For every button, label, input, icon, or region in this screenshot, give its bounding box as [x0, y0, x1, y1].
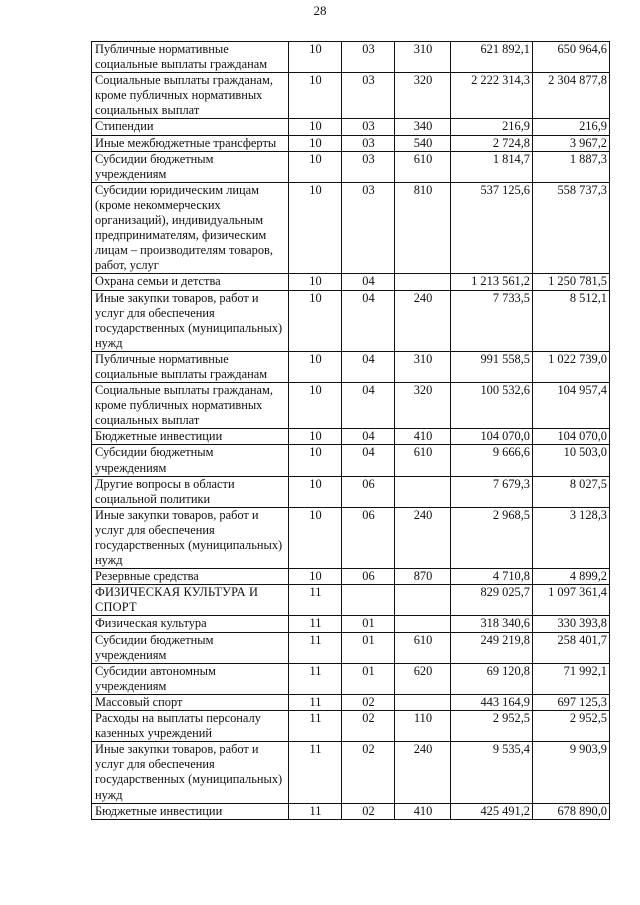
subsection-code-cell: 01	[342, 632, 395, 663]
expense-type-code-cell	[395, 616, 451, 632]
item-name-cell: Социальные выплаты гражданам, кроме публичных нормативных социальных выплат	[92, 383, 289, 429]
expense-type-code-cell: 240	[395, 507, 451, 568]
amount-year-2-cell: 3 967,2	[533, 135, 610, 151]
amount-year-2-cell: 3 128,3	[533, 507, 610, 568]
amount-year-2-cell: 8 027,5	[533, 476, 610, 507]
amount-year-2-cell: 1 887,3	[533, 151, 610, 182]
table-row	[92, 711, 610, 742]
table-row	[92, 429, 610, 445]
amount-year-1-cell: 991 558,5	[451, 351, 533, 382]
amount-year-1-cell: 104 070,0	[451, 429, 533, 445]
amount-year-1-cell: 4 710,8	[451, 569, 533, 585]
subsection-code-cell: 02	[342, 711, 395, 742]
section-code-cell: 11	[289, 632, 342, 663]
amount-year-1-cell: 9 535,4	[451, 742, 533, 803]
amount-year-2-cell: 104 957,4	[533, 383, 610, 429]
amount-year-1-cell: 7 679,3	[451, 476, 533, 507]
table-row	[92, 135, 610, 151]
amount-year-1-cell: 621 892,1	[451, 42, 533, 73]
expense-type-code-cell: 320	[395, 73, 451, 119]
expense-type-code-cell	[395, 694, 451, 710]
table-row	[92, 274, 610, 290]
section-code-cell: 10	[289, 445, 342, 476]
expense-type-code-cell: 610	[395, 445, 451, 476]
amount-year-1-cell: 443 164,9	[451, 694, 533, 710]
expense-type-code-cell: 340	[395, 119, 451, 135]
item-name-cell: Иные закупки товаров, работ и услуг для обеспечения государственных (муниципальных) нужд	[92, 507, 289, 568]
section-code-cell: 10	[289, 182, 342, 274]
subsection-code-cell: 03	[342, 73, 395, 119]
section-code-cell: 10	[289, 135, 342, 151]
section-code-cell: 11	[289, 803, 342, 819]
amount-year-2-cell: 678 890,0	[533, 803, 610, 819]
page-number: 28	[313, 3, 327, 18]
table-row	[92, 585, 610, 616]
expense-type-code-cell: 410	[395, 803, 451, 819]
item-name-cell: Резервные средства	[92, 569, 289, 585]
expense-type-code-cell: 410	[395, 429, 451, 445]
subsection-code-cell: 04	[342, 274, 395, 290]
amount-year-2-cell: 258 401,7	[533, 632, 610, 663]
section-code-cell: 11	[289, 742, 342, 803]
subsection-code-cell: 06	[342, 476, 395, 507]
amount-year-2-cell: 8 512,1	[533, 290, 610, 351]
section-code-cell: 10	[289, 383, 342, 429]
item-name-cell: Субсидии бюджетным учреждениям	[92, 632, 289, 663]
subsection-code-cell: 03	[342, 42, 395, 73]
table-row	[92, 182, 610, 274]
subsection-code-cell: 01	[342, 616, 395, 632]
amount-year-1-cell: 2 724,8	[451, 135, 533, 151]
expense-type-code-cell	[395, 476, 451, 507]
section-code-cell: 10	[289, 42, 342, 73]
table-row	[92, 616, 610, 632]
amount-year-1-cell: 829 025,7	[451, 585, 533, 616]
table-row	[92, 73, 610, 119]
item-name-cell: Охрана семьи и детства	[92, 274, 289, 290]
section-code-cell: 10	[289, 290, 342, 351]
expense-type-code-cell: 240	[395, 290, 451, 351]
section-code-cell: 11	[289, 663, 342, 694]
table-row	[92, 351, 610, 382]
table-row	[92, 151, 610, 182]
item-name-cell: Физическая культура	[92, 616, 289, 632]
section-code-cell: 10	[289, 274, 342, 290]
item-name-cell: ФИЗИЧЕСКАЯ КУЛЬТУРА И СПОРТ	[92, 585, 289, 616]
section-code-cell: 10	[289, 569, 342, 585]
item-name-cell: Бюджетные инвестиции	[92, 803, 289, 819]
amount-year-1-cell: 2 952,5	[451, 711, 533, 742]
subsection-code-cell: 03	[342, 151, 395, 182]
amount-year-2-cell: 2 304 877,8	[533, 73, 610, 119]
subsection-code-cell: 04	[342, 351, 395, 382]
amount-year-1-cell: 2 968,5	[451, 507, 533, 568]
amount-year-1-cell: 249 219,8	[451, 632, 533, 663]
item-name-cell: Бюджетные инвестиции	[92, 429, 289, 445]
amount-year-2-cell: 4 899,2	[533, 569, 610, 585]
amount-year-2-cell: 10 503,0	[533, 445, 610, 476]
subsection-code-cell: 03	[342, 135, 395, 151]
amount-year-2-cell: 558 737,3	[533, 182, 610, 274]
table-row	[92, 290, 610, 351]
amount-year-2-cell: 330 393,8	[533, 616, 610, 632]
table-row	[92, 663, 610, 694]
amount-year-2-cell: 1 022 739,0	[533, 351, 610, 382]
section-code-cell: 11	[289, 585, 342, 616]
expense-type-code-cell: 610	[395, 632, 451, 663]
amount-year-1-cell: 1 213 561,2	[451, 274, 533, 290]
section-code-cell: 11	[289, 711, 342, 742]
expense-type-code-cell	[395, 274, 451, 290]
table-row	[92, 42, 610, 73]
subsection-code-cell: 04	[342, 383, 395, 429]
amount-year-2-cell: 216,9	[533, 119, 610, 135]
amount-year-1-cell: 100 532,6	[451, 383, 533, 429]
subsection-code-cell: 06	[342, 569, 395, 585]
amount-year-1-cell: 537 125,6	[451, 182, 533, 274]
amount-year-2-cell: 1 097 361,4	[533, 585, 610, 616]
section-code-cell: 10	[289, 476, 342, 507]
subsection-code-cell	[342, 585, 395, 616]
item-name-cell: Другие вопросы в области социальной политики	[92, 476, 289, 507]
expense-type-code-cell: 240	[395, 742, 451, 803]
item-name-cell: Иные межбюджетные трансферты	[92, 135, 289, 151]
section-code-cell: 10	[289, 119, 342, 135]
item-name-cell: Субсидии автономным учреждениям	[92, 663, 289, 694]
subsection-code-cell: 04	[342, 445, 395, 476]
section-code-cell: 10	[289, 73, 342, 119]
amount-year-1-cell: 9 666,6	[451, 445, 533, 476]
expense-type-code-cell: 320	[395, 383, 451, 429]
expense-type-code-cell: 610	[395, 151, 451, 182]
subsection-code-cell: 06	[342, 507, 395, 568]
amount-year-1-cell: 1 814,7	[451, 151, 533, 182]
table-row	[92, 119, 610, 135]
table-row	[92, 569, 610, 585]
amount-year-1-cell: 69 120,8	[451, 663, 533, 694]
section-code-cell: 10	[289, 429, 342, 445]
item-name-cell: Публичные нормативные социальные выплаты гражданам	[92, 351, 289, 382]
item-name-cell: Иные закупки товаров, работ и услуг для обеспечения государственных (муниципальных) нужд	[92, 742, 289, 803]
section-code-cell: 11	[289, 616, 342, 632]
amount-year-2-cell: 650 964,6	[533, 42, 610, 73]
subsection-code-cell: 04	[342, 290, 395, 351]
amount-year-2-cell: 9 903,9	[533, 742, 610, 803]
section-code-cell: 11	[289, 694, 342, 710]
amount-year-1-cell: 318 340,6	[451, 616, 533, 632]
subsection-code-cell: 02	[342, 694, 395, 710]
item-name-cell: Стипендии	[92, 119, 289, 135]
expense-type-code-cell: 810	[395, 182, 451, 274]
item-name-cell: Публичные нормативные социальные выплаты гражданам	[92, 42, 289, 73]
amount-year-2-cell: 2 952,5	[533, 711, 610, 742]
expense-type-code-cell: 870	[395, 569, 451, 585]
table-row	[92, 476, 610, 507]
table-row	[92, 694, 610, 710]
table-row	[92, 803, 610, 819]
amount-year-1-cell: 7 733,5	[451, 290, 533, 351]
subsection-code-cell: 01	[342, 663, 395, 694]
table-row	[92, 632, 610, 663]
amount-year-2-cell: 104 070,0	[533, 429, 610, 445]
item-name-cell: Социальные выплаты гражданам, кроме публичных нормативных социальных выплат	[92, 73, 289, 119]
subsection-code-cell: 03	[342, 182, 395, 274]
section-code-cell: 10	[289, 507, 342, 568]
item-name-cell: Субсидии бюджетным учреждениям	[92, 151, 289, 182]
amount-year-1-cell: 425 491,2	[451, 803, 533, 819]
item-name-cell: Иные закупки товаров, работ и услуг для обеспечения государственных (муниципальных) нужд	[92, 290, 289, 351]
budget-table	[91, 41, 610, 820]
subsection-code-cell: 03	[342, 119, 395, 135]
expense-type-code-cell: 310	[395, 42, 451, 73]
amount-year-2-cell: 1 250 781,5	[533, 274, 610, 290]
expense-type-code-cell: 310	[395, 351, 451, 382]
section-code-cell: 10	[289, 351, 342, 382]
table-row	[92, 507, 610, 568]
item-name-cell: Субсидии бюджетным учреждениям	[92, 445, 289, 476]
table-row	[92, 445, 610, 476]
expense-type-code-cell	[395, 585, 451, 616]
subsection-code-cell: 02	[342, 742, 395, 803]
amount-year-2-cell: 697 125,3	[533, 694, 610, 710]
expense-type-code-cell: 110	[395, 711, 451, 742]
subsection-code-cell: 02	[342, 803, 395, 819]
subsection-code-cell: 04	[342, 429, 395, 445]
table-row	[92, 383, 610, 429]
amount-year-2-cell: 71 992,1	[533, 663, 610, 694]
expense-type-code-cell: 620	[395, 663, 451, 694]
budget-table-body	[92, 42, 610, 820]
table-row	[92, 742, 610, 803]
expense-type-code-cell: 540	[395, 135, 451, 151]
item-name-cell: Расходы на выплаты персоналу казенных учреждений	[92, 711, 289, 742]
item-name-cell: Массовый спорт	[92, 694, 289, 710]
amount-year-1-cell: 216,9	[451, 119, 533, 135]
section-code-cell: 10	[289, 151, 342, 182]
item-name-cell: Субсидии юридическим лицам (кроме некоммерческих организаций), индивидуальным предпринимателям, физическим лицам – производителям товаров, работ, услуг	[92, 182, 289, 274]
amount-year-1-cell: 2 222 314,3	[451, 73, 533, 119]
